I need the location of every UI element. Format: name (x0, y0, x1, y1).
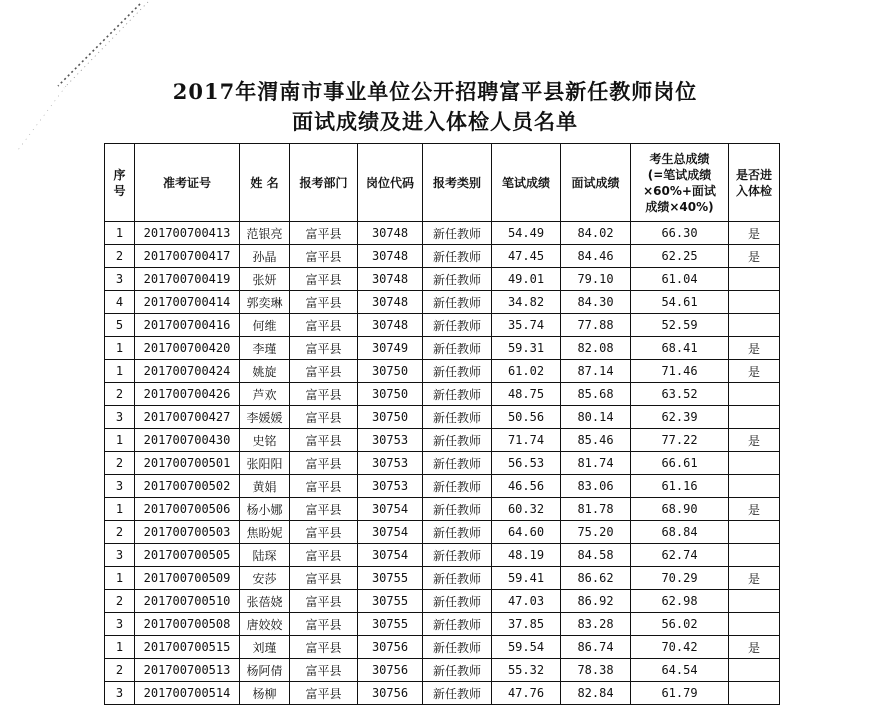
row-name: 李瑾 (240, 337, 290, 360)
table-row (105, 360, 780, 383)
table-row (105, 567, 780, 590)
row-interview-score: 82.08 (561, 337, 631, 360)
row-seq: 3 (105, 613, 135, 636)
table-row (105, 222, 780, 245)
row-exam-id: 201700700508 (135, 613, 240, 636)
table-row (105, 613, 780, 636)
row-total-score: 68.84 (631, 521, 729, 544)
row-dept: 富平县 (290, 590, 358, 613)
row-name: 焦盼妮 (240, 521, 290, 544)
row-name: 李媛媛 (240, 406, 290, 429)
row-category: 新任教师 (423, 383, 492, 406)
row-pass (729, 406, 780, 429)
document-subtitle: 面试成绩及进入体检人员名单 (292, 109, 578, 134)
row-code: 30753 (358, 475, 423, 498)
row-dept: 富平县 (290, 636, 358, 659)
row-dept: 富平县 (290, 291, 358, 314)
row-name: 张蓓娆 (240, 590, 290, 613)
row-total-score: 70.42 (631, 636, 729, 659)
row-category: 新任教师 (423, 590, 492, 613)
row-exam-id: 201700700413 (135, 222, 240, 245)
row-pass (729, 383, 780, 406)
row-total-score: 62.74 (631, 544, 729, 567)
row-exam-id: 201700700503 (135, 521, 240, 544)
row-pass: 是 (729, 337, 780, 360)
row-total-score: 62.25 (631, 245, 729, 268)
row-dept: 富平县 (290, 544, 358, 567)
row-code: 30748 (358, 291, 423, 314)
row-code: 30748 (358, 268, 423, 291)
row-category: 新任教师 (423, 291, 492, 314)
row-name: 陆琛 (240, 544, 290, 567)
row-total-score: 63.52 (631, 383, 729, 406)
table-row (105, 291, 780, 314)
row-seq: 1 (105, 636, 135, 659)
table-row (105, 452, 780, 475)
row-code: 30750 (358, 383, 423, 406)
row-interview-score: 81.78 (561, 498, 631, 521)
row-written-score: 34.82 (492, 291, 561, 314)
row-category: 新任教师 (423, 245, 492, 268)
row-name: 刘瑾 (240, 636, 290, 659)
row-total-score: 77.22 (631, 429, 729, 452)
row-seq: 1 (105, 337, 135, 360)
row-exam-id: 201700700509 (135, 567, 240, 590)
row-dept: 富平县 (290, 475, 358, 498)
row-category: 新任教师 (423, 360, 492, 383)
row-seq: 2 (105, 590, 135, 613)
row-interview-score: 86.62 (561, 567, 631, 590)
row-exam-id: 201700700419 (135, 268, 240, 291)
row-interview-score: 77.88 (561, 314, 631, 337)
row-category: 新任教师 (423, 659, 492, 682)
row-code: 30753 (358, 452, 423, 475)
row-category: 新任教师 (423, 475, 492, 498)
row-dept: 富平县 (290, 682, 358, 705)
row-written-score: 54.49 (492, 222, 561, 245)
row-dept: 富平县 (290, 314, 358, 337)
row-name: 郭奕琳 (240, 291, 290, 314)
row-total-score: 52.59 (631, 314, 729, 337)
row-code: 30754 (358, 521, 423, 544)
row-total-score: 61.16 (631, 475, 729, 498)
row-interview-score: 84.30 (561, 291, 631, 314)
row-written-score: 64.60 (492, 521, 561, 544)
row-pass: 是 (729, 498, 780, 521)
row-pass: 是 (729, 567, 780, 590)
row-name: 黄娟 (240, 475, 290, 498)
row-code: 30750 (358, 406, 423, 429)
row-code: 30754 (358, 544, 423, 567)
row-interview-score: 81.74 (561, 452, 631, 475)
row-dept: 富平县 (290, 268, 358, 291)
row-category: 新任教师 (423, 567, 492, 590)
row-pass: 是 (729, 636, 780, 659)
row-written-score: 59.41 (492, 567, 561, 590)
row-exam-id: 201700700506 (135, 498, 240, 521)
row-category: 新任教师 (423, 613, 492, 636)
row-name: 杨小娜 (240, 498, 290, 521)
row-pass (729, 590, 780, 613)
row-code: 30749 (358, 337, 423, 360)
row-code: 30756 (358, 636, 423, 659)
row-dept: 富平县 (290, 245, 358, 268)
row-total-score: 68.90 (631, 498, 729, 521)
row-name: 张妍 (240, 268, 290, 291)
row-total-score: 61.79 (631, 682, 729, 705)
row-exam-id: 201700700420 (135, 337, 240, 360)
row-seq: 2 (105, 383, 135, 406)
row-pass (729, 521, 780, 544)
row-dept: 富平县 (290, 452, 358, 475)
row-seq: 3 (105, 544, 135, 567)
row-code: 30753 (358, 429, 423, 452)
row-seq: 1 (105, 429, 135, 452)
row-seq: 1 (105, 567, 135, 590)
row-seq: 5 (105, 314, 135, 337)
row-interview-score: 87.14 (561, 360, 631, 383)
row-category: 新任教师 (423, 337, 492, 360)
row-pass (729, 544, 780, 567)
row-category: 新任教师 (423, 452, 492, 475)
row-name: 史铭 (240, 429, 290, 452)
table-row (105, 521, 780, 544)
row-dept: 富平县 (290, 383, 358, 406)
row-exam-id: 201700700424 (135, 360, 240, 383)
row-pass (729, 314, 780, 337)
row-written-score: 50.56 (492, 406, 561, 429)
table-row (105, 383, 780, 406)
row-code: 30750 (358, 360, 423, 383)
row-category: 新任教师 (423, 636, 492, 659)
row-seq: 2 (105, 521, 135, 544)
header-exam-id: 准考证号 (135, 144, 240, 222)
row-pass (729, 613, 780, 636)
row-written-score: 59.54 (492, 636, 561, 659)
row-written-score: 61.02 (492, 360, 561, 383)
table-row (105, 475, 780, 498)
row-category: 新任教师 (423, 498, 492, 521)
row-dept: 富平县 (290, 659, 358, 682)
row-written-score: 48.19 (492, 544, 561, 567)
header-name: 姓 名 (240, 144, 290, 222)
table-row (105, 590, 780, 613)
row-dept: 富平县 (290, 521, 358, 544)
document-title: 2017年渭南市事业单位公开招聘富平县新任教师岗位 (172, 79, 698, 104)
row-pass: 是 (729, 360, 780, 383)
header-code: 岗位代码 (358, 144, 423, 222)
row-interview-score: 84.46 (561, 245, 631, 268)
row-exam-id: 201700700501 (135, 452, 240, 475)
row-code: 30754 (358, 498, 423, 521)
row-interview-score: 80.14 (561, 406, 631, 429)
row-code: 30748 (358, 314, 423, 337)
row-name: 范银亮 (240, 222, 290, 245)
row-interview-score: 78.38 (561, 659, 631, 682)
row-name: 孙晶 (240, 245, 290, 268)
table-row (105, 429, 780, 452)
table-row (105, 682, 780, 705)
row-written-score: 46.56 (492, 475, 561, 498)
row-code: 30755 (358, 590, 423, 613)
row-category: 新任教师 (423, 268, 492, 291)
table-row (105, 268, 780, 291)
row-written-score: 71.74 (492, 429, 561, 452)
row-written-score: 48.75 (492, 383, 561, 406)
row-total-score: 71.46 (631, 360, 729, 383)
row-written-score: 37.85 (492, 613, 561, 636)
row-category: 新任教师 (423, 429, 492, 452)
header-category: 报考类别 (423, 144, 492, 222)
row-exam-id: 201700700510 (135, 590, 240, 613)
row-name: 杨阿倩 (240, 659, 290, 682)
row-dept: 富平县 (290, 337, 358, 360)
table-row (105, 337, 780, 360)
row-pass (729, 291, 780, 314)
row-dept: 富平县 (290, 613, 358, 636)
row-seq: 3 (105, 268, 135, 291)
row-pass: 是 (729, 245, 780, 268)
row-total-score: 66.30 (631, 222, 729, 245)
row-seq: 1 (105, 360, 135, 383)
row-interview-score: 83.28 (561, 613, 631, 636)
row-exam-id: 201700700505 (135, 544, 240, 567)
row-dept: 富平县 (290, 406, 358, 429)
row-dept: 富平县 (290, 498, 358, 521)
row-category: 新任教师 (423, 521, 492, 544)
row-total-score: 64.54 (631, 659, 729, 682)
header-written: 笔试成绩 (492, 144, 561, 222)
row-exam-id: 201700700515 (135, 636, 240, 659)
row-exam-id: 201700700430 (135, 429, 240, 452)
row-code: 30756 (358, 682, 423, 705)
row-total-score: 68.41 (631, 337, 729, 360)
row-written-score: 47.76 (492, 682, 561, 705)
row-written-score: 59.31 (492, 337, 561, 360)
row-interview-score: 75.20 (561, 521, 631, 544)
header-row (105, 144, 780, 222)
row-total-score: 61.04 (631, 268, 729, 291)
row-code: 30748 (358, 245, 423, 268)
row-dept: 富平县 (290, 222, 358, 245)
row-exam-id: 201700700414 (135, 291, 240, 314)
row-category: 新任教师 (423, 544, 492, 567)
row-name: 杨柳 (240, 682, 290, 705)
row-exam-id: 201700700426 (135, 383, 240, 406)
row-exam-id: 201700700502 (135, 475, 240, 498)
row-interview-score: 85.68 (561, 383, 631, 406)
row-category: 新任教师 (423, 682, 492, 705)
header-seq: 序号 (105, 144, 135, 222)
row-dept: 富平县 (290, 567, 358, 590)
row-code: 30755 (358, 567, 423, 590)
row-name: 何维 (240, 314, 290, 337)
table-row (105, 636, 780, 659)
row-name: 芦欢 (240, 383, 290, 406)
table-row (105, 406, 780, 429)
row-dept: 富平县 (290, 360, 358, 383)
header-total: 考生总成绩(=笔试成绩×60%+面试成绩×40%) (631, 144, 729, 222)
row-written-score: 35.74 (492, 314, 561, 337)
row-pass: 是 (729, 222, 780, 245)
row-written-score: 56.53 (492, 452, 561, 475)
row-code: 30756 (358, 659, 423, 682)
row-interview-score: 83.06 (561, 475, 631, 498)
row-interview-score: 84.02 (561, 222, 631, 245)
row-exam-id: 201700700514 (135, 682, 240, 705)
row-written-score: 47.03 (492, 590, 561, 613)
row-total-score: 70.29 (631, 567, 729, 590)
row-pass (729, 659, 780, 682)
row-total-score: 56.02 (631, 613, 729, 636)
row-seq: 1 (105, 222, 135, 245)
row-code: 30755 (358, 613, 423, 636)
row-category: 新任教师 (423, 222, 492, 245)
row-interview-score: 82.84 (561, 682, 631, 705)
row-exam-id: 201700700427 (135, 406, 240, 429)
row-pass: 是 (729, 429, 780, 452)
row-total-score: 62.39 (631, 406, 729, 429)
table-row (105, 544, 780, 567)
row-seq: 2 (105, 452, 135, 475)
row-seq: 3 (105, 406, 135, 429)
row-written-score: 49.01 (492, 268, 561, 291)
header-interview: 面试成绩 (561, 144, 631, 222)
row-pass (729, 475, 780, 498)
row-pass (729, 452, 780, 475)
row-pass (729, 682, 780, 705)
table-row (105, 314, 780, 337)
row-interview-score: 85.46 (561, 429, 631, 452)
row-name: 唐姣姣 (240, 613, 290, 636)
row-code: 30748 (358, 222, 423, 245)
row-interview-score: 84.58 (561, 544, 631, 567)
header-dept: 报考部门 (290, 144, 358, 222)
row-category: 新任教师 (423, 406, 492, 429)
row-name: 张阳阳 (240, 452, 290, 475)
row-pass (729, 268, 780, 291)
row-interview-score: 86.92 (561, 590, 631, 613)
row-exam-id: 201700700513 (135, 659, 240, 682)
row-exam-id: 201700700417 (135, 245, 240, 268)
row-interview-score: 79.10 (561, 268, 631, 291)
row-exam-id: 201700700416 (135, 314, 240, 337)
table-row (105, 659, 780, 682)
row-total-score: 66.61 (631, 452, 729, 475)
row-seq: 2 (105, 659, 135, 682)
row-seq: 3 (105, 682, 135, 705)
row-interview-score: 86.74 (561, 636, 631, 659)
row-written-score: 60.32 (492, 498, 561, 521)
row-total-score: 62.98 (631, 590, 729, 613)
results-table (104, 143, 780, 705)
row-category: 新任教师 (423, 314, 492, 337)
table-row (105, 245, 780, 268)
row-seq: 4 (105, 291, 135, 314)
row-name: 安莎 (240, 567, 290, 590)
row-seq: 3 (105, 475, 135, 498)
row-written-score: 47.45 (492, 245, 561, 268)
row-written-score: 55.32 (492, 659, 561, 682)
row-seq: 2 (105, 245, 135, 268)
row-total-score: 54.61 (631, 291, 729, 314)
row-dept: 富平县 (290, 429, 358, 452)
header-pass: 是否进入体检 (729, 144, 780, 222)
row-seq: 1 (105, 498, 135, 521)
table-row (105, 498, 780, 521)
row-name: 姚旋 (240, 360, 290, 383)
